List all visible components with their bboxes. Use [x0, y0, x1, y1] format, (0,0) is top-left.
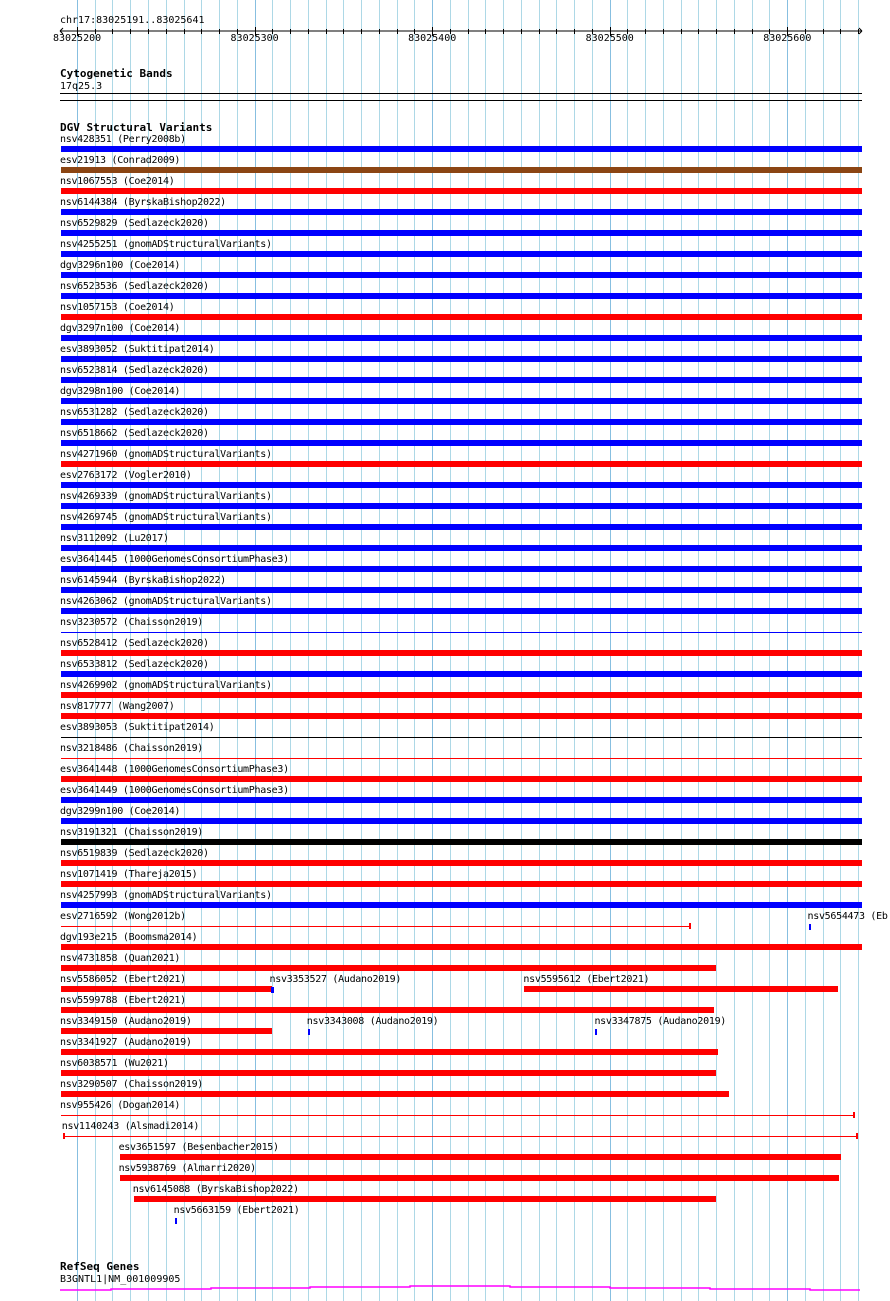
variant-bar[interactable] [61, 881, 862, 887]
ruler-tick-label: 83025200 [52, 33, 102, 44]
variant-label[interactable]: nsv1057153 (Coe2014) [60, 302, 175, 313]
gene-model[interactable] [0, 1280, 890, 1301]
variant-label[interactable]: nsv955426 (Dogan2014) [60, 1100, 181, 1111]
variant-bar[interactable] [61, 1049, 718, 1055]
variant-bar[interactable] [61, 926, 691, 927]
variant-label[interactable]: nsv3191321 (Chaisson2019) [60, 827, 204, 838]
variant-label[interactable]: nsv5663159 (Ebert2021) [173, 1205, 300, 1216]
variant-bar[interactable] [175, 1218, 177, 1224]
variant-bar[interactable] [61, 272, 862, 278]
variant-label[interactable]: nsv5938769 (Almarri2020) [118, 1163, 256, 1174]
variant-label[interactable]: nsv3343008 (Audano2019) [306, 1016, 439, 1027]
variant-end-tick [689, 923, 691, 929]
variant-bar[interactable] [61, 314, 862, 320]
variant-bar[interactable] [61, 335, 862, 341]
variant-label[interactable]: nsv6145944 (ByrskaBishop2022) [60, 575, 226, 586]
variant-label[interactable]: esv21913 (Conrad2009) [60, 155, 181, 166]
variant-bar[interactable] [61, 986, 272, 992]
variant-label[interactable]: nsv1140243 (Alsmadi2014) [61, 1121, 200, 1132]
cytogenetic-bands-title: Cytogenetic Bands [60, 67, 173, 80]
variant-label[interactable]: nsv1071419 (Thareja2015) [60, 869, 198, 880]
cytoband-line-bottom [60, 100, 862, 101]
variant-bar[interactable] [61, 503, 862, 509]
variant-bar[interactable] [61, 482, 862, 488]
variant-label[interactable]: nsv6145088 (ByrskaBishop2022) [132, 1184, 299, 1195]
variant-bar[interactable] [120, 1154, 841, 1160]
variant-bar[interactable] [61, 1091, 729, 1097]
variant-label[interactable]: dgv3299n100 (Coe2014) [60, 806, 181, 817]
variant-bar[interactable] [61, 608, 862, 614]
ruler-tick-label: 83025500 [585, 33, 634, 44]
variant-label[interactable]: nsv6144384 (ByrskaBishop2022) [60, 197, 226, 208]
ruler-tick-label: 83025400 [408, 33, 457, 44]
variant-label[interactable]: nsv6519839 (Sedlazeck2020) [60, 848, 209, 859]
variant-bar[interactable] [595, 1029, 597, 1035]
variant-label[interactable]: esv3641448 (1000GenomesConsortiumPhase3) [60, 764, 289, 775]
variant-label[interactable]: nsv3353527 (Audano2019) [269, 974, 402, 985]
variant-bar[interactable] [61, 737, 862, 738]
variant-label[interactable]: nsv3347875 (Audano2019) [594, 1016, 727, 1027]
variant-bar[interactable] [61, 293, 862, 299]
variant-label[interactable]: nsv6531282 (Sedlazeck2020) [60, 407, 209, 418]
variant-label[interactable]: nsv3290507 (Chaisson2019) [60, 1079, 204, 1090]
variant-label[interactable]: nsv3218486 (Chaisson2019) [60, 743, 204, 754]
variant-bar[interactable] [120, 1175, 839, 1181]
variant-bar[interactable] [61, 1028, 272, 1034]
variant-end-tick [63, 1133, 65, 1139]
variant-bar[interactable] [61, 758, 862, 759]
variant-bar[interactable] [61, 566, 862, 572]
refseq-track-title: RefSeq Genes [60, 1260, 140, 1273]
variant-label[interactable]: dgv193e215 (Boomsma2014) [60, 932, 198, 943]
variant-label[interactable]: nsv5595612 (Ebert2021) [523, 974, 650, 985]
cytoband-label: 17q25.3 [60, 81, 103, 92]
variant-label[interactable]: nsv4269745 (gnomADStructuralVariants) [60, 512, 272, 523]
variant-bar[interactable] [61, 1070, 716, 1076]
ruler-tick-label: 83025300 [230, 33, 279, 44]
variant-label[interactable]: nsv4263062 (gnomADStructuralVariants) [60, 596, 272, 607]
variant-bar[interactable] [61, 398, 862, 404]
variant-end-tick [853, 1112, 855, 1118]
variant-bar[interactable] [61, 230, 862, 236]
variant-bar[interactable] [308, 1029, 310, 1035]
variant-bar[interactable] [61, 839, 862, 845]
variant-bar[interactable] [61, 209, 862, 215]
variant-label[interactable]: nsv4269902 (gnomADStructuralVariants) [60, 680, 272, 691]
variant-bar[interactable] [61, 965, 716, 971]
variant-bar[interactable] [63, 1136, 858, 1137]
variant-label[interactable]: esv3641449 (1000GenomesConsortiumPhase3) [60, 785, 289, 796]
variant-bar[interactable] [61, 167, 862, 173]
variant-bar[interactable] [61, 650, 862, 656]
variant-label[interactable]: nsv3341927 (Audano2019) [60, 1037, 192, 1048]
variant-bar[interactable] [61, 1115, 855, 1116]
ruler-tick-label: 83025600 [763, 33, 812, 44]
variant-label[interactable]: esv2716592 (Wong2012b) [60, 911, 186, 922]
variant-label[interactable]: nsv5599788 (Ebert2021) [60, 995, 186, 1006]
variant-label[interactable]: nsv4269339 (gnomADStructuralVariants) [60, 491, 272, 502]
variant-label[interactable]: esv2763172 (Vogler2010) [60, 470, 192, 481]
variant-bar[interactable] [524, 986, 838, 992]
variant-bar[interactable] [61, 419, 862, 425]
variant-bar[interactable] [61, 818, 862, 824]
variant-bar[interactable] [61, 440, 862, 446]
variant-bar[interactable] [61, 356, 862, 362]
variant-label[interactable]: esv3651597 (Besenbacher2015) [118, 1142, 279, 1153]
variant-label[interactable]: nsv817777 (Wang2007) [60, 701, 175, 712]
gene-label[interactable]: B3GNTL1|NM_001009905 [60, 1274, 181, 1285]
variant-label[interactable]: esv3893052 (Suktitipat2014) [60, 344, 215, 355]
variant-label[interactable]: dgv3298n100 (Coe2014) [60, 386, 181, 397]
variant-bar[interactable] [271, 987, 274, 993]
variant-label[interactable]: esv3893053 (Suktitipat2014) [60, 722, 215, 733]
variant-label[interactable]: nsv6533812 (Sedlazeck2020) [60, 659, 209, 670]
variant-bar[interactable] [61, 146, 862, 152]
variant-label[interactable]: nsv6523814 (Sedlazeck2020) [60, 365, 209, 376]
variant-end-tick [856, 1133, 858, 1139]
variant-bar[interactable] [61, 1007, 714, 1013]
variant-label[interactable]: nsv6529829 (Sedlazeck2020) [60, 218, 209, 229]
variant-label[interactable]: nsv3230572 (Chaisson2019) [60, 617, 204, 628]
variant-bar[interactable] [61, 776, 862, 782]
variant-label[interactable]: nsv4731858 (Quan2021) [60, 953, 181, 964]
variant-label[interactable]: dgv3296n100 (Coe2014) [60, 260, 181, 271]
variant-label[interactable]: nsv3112092 (Lu2017) [60, 533, 169, 544]
variant-label[interactable]: nsv5586052 (Ebert2021) [60, 974, 186, 985]
variant-bar[interactable] [61, 524, 862, 530]
variant-bar[interactable] [61, 461, 862, 467]
variant-label[interactable]: nsv4255251 (gnomADStructuralVariants) [60, 239, 272, 250]
variant-bar[interactable] [61, 188, 862, 194]
variant-bar[interactable] [61, 632, 862, 633]
variant-bar[interactable] [61, 860, 862, 866]
variant-label[interactable]: nsv5654473 (Eb [807, 911, 888, 922]
variant-bar[interactable] [61, 902, 862, 908]
variant-bar[interactable] [61, 671, 862, 677]
cytoband-line[interactable] [60, 93, 862, 94]
variant-label[interactable]: nsv6528412 (Sedlazeck2020) [60, 638, 209, 649]
variant-bar[interactable] [61, 251, 862, 257]
variant-bar[interactable] [61, 377, 862, 383]
variant-bar[interactable] [809, 924, 811, 930]
location-label: chr17:83025191..83025641 [60, 15, 205, 26]
variant-label[interactable]: dgv3297n100 (Coe2014) [60, 323, 181, 334]
variant-label[interactable]: nsv4257993 (gnomADStructuralVariants) [60, 890, 272, 901]
variant-label[interactable]: nsv3349150 (Audano2019) [60, 1016, 192, 1027]
variant-label[interactable]: nsv6518662 (Sedlazeck2020) [60, 428, 209, 439]
variant-label[interactable]: nsv428351 (Perry2008b) [60, 134, 186, 145]
variant-label[interactable]: nsv6523536 (Sedlazeck2020) [60, 281, 209, 292]
variant-label[interactable]: nsv4271960 (gnomADStructuralVariants) [60, 449, 272, 460]
variant-bar[interactable] [61, 797, 862, 803]
variant-bar[interactable] [61, 587, 862, 593]
variant-bar[interactable] [61, 713, 862, 719]
variant-bar[interactable] [61, 692, 862, 698]
variant-bar[interactable] [61, 545, 862, 551]
variant-bar[interactable] [61, 944, 862, 950]
variant-label[interactable]: nsv6038571 (Wu2021) [60, 1058, 169, 1069]
variant-label[interactable]: nsv1067553 (Coe2014) [60, 176, 175, 187]
variant-bar[interactable] [134, 1196, 716, 1202]
variant-label[interactable]: esv3641445 (1000GenomesConsortiumPhase3) [60, 554, 289, 565]
dgv-track-title: DGV Structural Variants [60, 121, 213, 134]
